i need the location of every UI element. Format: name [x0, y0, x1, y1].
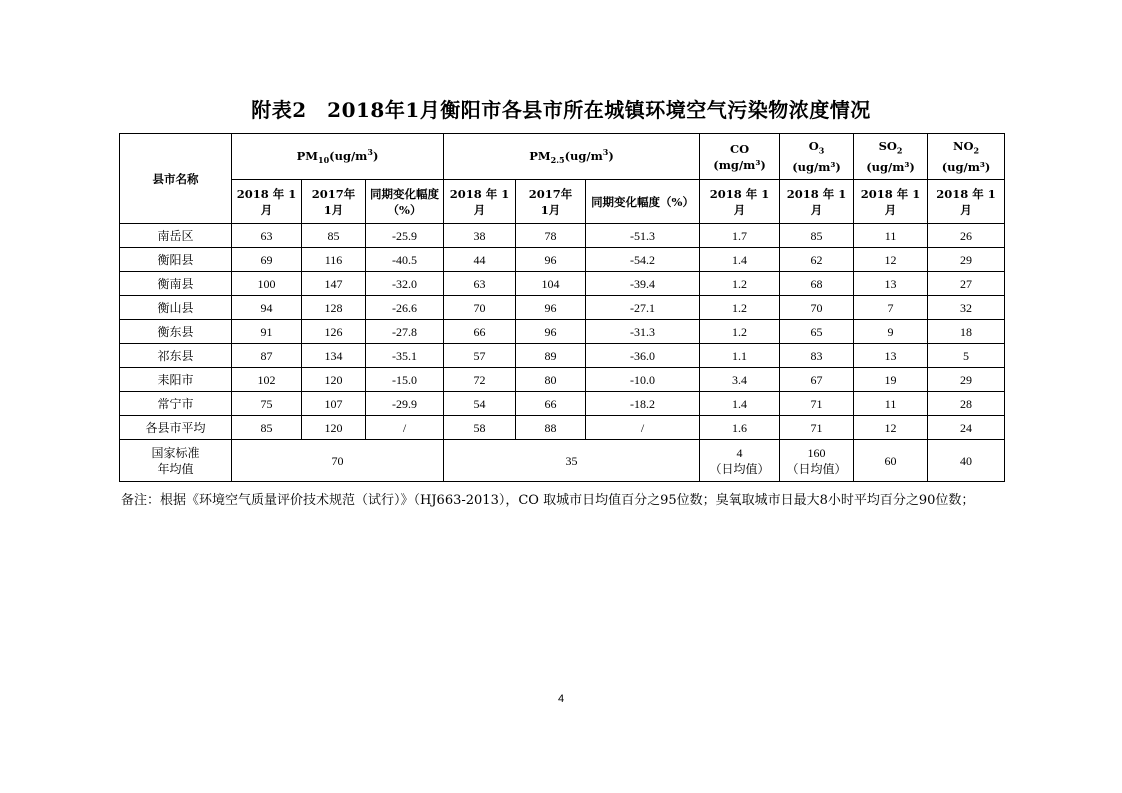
value-cell: 3.4: [700, 368, 780, 392]
header-pm25-2018: 2018 年 1 月: [444, 180, 516, 224]
pollution-table: [119, 133, 1005, 482]
table-body: [120, 224, 1005, 482]
value-cell: 12: [854, 248, 928, 272]
value-cell: -27.8: [366, 320, 444, 344]
header-o3-2018: 2018 年 1 月: [780, 180, 854, 224]
header-pm25-2017: 2017年 1月: [516, 180, 586, 224]
value-cell: 134: [302, 344, 366, 368]
value-cell: -36.0: [586, 344, 700, 368]
value-cell: 11: [854, 392, 928, 416]
value-cell: 27: [928, 272, 1005, 296]
value-cell: 32: [928, 296, 1005, 320]
value-cell: 91: [232, 320, 302, 344]
value-cell: 120: [302, 416, 366, 440]
value-cell: 9: [854, 320, 928, 344]
value-cell: 1.4: [700, 248, 780, 272]
header-pm25-change: 同期变化幅度（%）: [586, 180, 700, 224]
value-cell: -26.6: [366, 296, 444, 320]
value-cell: 104: [516, 272, 586, 296]
value-cell: 13: [854, 272, 928, 296]
header-o3: $O_3$ (ug/m³): [780, 134, 854, 180]
value-cell: 66: [444, 320, 516, 344]
value-cell: 63: [444, 272, 516, 296]
value-cell: -25.9: [366, 224, 444, 248]
table-row: [120, 344, 1005, 368]
value-cell: 54: [444, 392, 516, 416]
value-cell: -29.9: [366, 392, 444, 416]
value-cell: 80: [516, 368, 586, 392]
county-name: 衡东县: [120, 320, 232, 344]
value-cell: 71: [780, 416, 854, 440]
value-cell: 96: [516, 320, 586, 344]
value-cell: 128: [302, 296, 366, 320]
footnote: 备注：根据《环境空气质量评价技术规范（试行）》（HJ663-2013），CO 取城市日均值百分之95位数；臭氧取城市日最大8小时平均百分之90位数；: [121, 493, 975, 508]
header-no2: $NO_2$ (ug/m³): [928, 134, 1005, 180]
value-cell: 89: [516, 344, 586, 368]
value-cell: -15.0: [366, 368, 444, 392]
value-cell: 62: [780, 248, 854, 272]
header-pm25: $PM_{2.5}(ug/m^3)$: [444, 134, 700, 180]
county-name: 各县市平均: [120, 416, 232, 440]
table-row: [120, 224, 1005, 248]
value-cell: 28: [928, 392, 1005, 416]
value-cell: /: [366, 416, 444, 440]
value-cell: 5: [928, 344, 1005, 368]
value-cell: 70: [780, 296, 854, 320]
value-cell: 96: [516, 248, 586, 272]
header-pm10-2017: 2017年 1月: [302, 180, 366, 224]
value-cell: 1.7: [700, 224, 780, 248]
table-row: [120, 416, 1005, 440]
standard-row: [120, 440, 1005, 482]
table-row: [120, 248, 1005, 272]
value-cell: 1.4: [700, 392, 780, 416]
header-pm10-change: 同期变化幅度 （%）: [366, 180, 444, 224]
county-name: 耒阳市: [120, 368, 232, 392]
value-cell: -32.0: [366, 272, 444, 296]
value-cell: 147: [302, 272, 366, 296]
value-cell: 11: [854, 224, 928, 248]
table-row: [120, 368, 1005, 392]
value-cell: 1.2: [700, 296, 780, 320]
value-cell: 29: [928, 248, 1005, 272]
table-row: [120, 296, 1005, 320]
value-cell: 13: [854, 344, 928, 368]
header-co-2018: 2018 年 1 月: [700, 180, 780, 224]
value-cell: 44: [444, 248, 516, 272]
value-cell: 116: [302, 248, 366, 272]
header-county: 县市名称: [120, 134, 232, 224]
standard-o3: 160 （日均值）: [780, 440, 854, 482]
header-no2-2018: 2018 年 1 月: [928, 180, 1005, 224]
value-cell: 85: [302, 224, 366, 248]
table-title: 附表2 2018年1月衡阳市各县市所在城镇环境空气污染物浓度情况: [251, 98, 871, 122]
standard-label: 国家标准 年均值: [120, 440, 232, 482]
value-cell: 19: [854, 368, 928, 392]
value-cell: /: [586, 416, 700, 440]
value-cell: 96: [516, 296, 586, 320]
county-name: 衡南县: [120, 272, 232, 296]
standard-so2: 60: [854, 440, 928, 482]
county-name: 南岳区: [120, 224, 232, 248]
value-cell: -18.2: [586, 392, 700, 416]
value-cell: 24: [928, 416, 1005, 440]
value-cell: -27.1: [586, 296, 700, 320]
value-cell: 87: [232, 344, 302, 368]
value-cell: -39.4: [586, 272, 700, 296]
value-cell: 94: [232, 296, 302, 320]
value-cell: 18: [928, 320, 1005, 344]
county-name: 祁东县: [120, 344, 232, 368]
value-cell: 29: [928, 368, 1005, 392]
header-so2-2018: 2018 年 1 月: [854, 180, 928, 224]
value-cell: 1.2: [700, 320, 780, 344]
value-cell: 26: [928, 224, 1005, 248]
value-cell: -10.0: [586, 368, 700, 392]
value-cell: -51.3: [586, 224, 700, 248]
standard-pm25: 35: [444, 440, 700, 482]
value-cell: 85: [780, 224, 854, 248]
county-name: 衡阳县: [120, 248, 232, 272]
value-cell: 7: [854, 296, 928, 320]
header-pm10: $PM_{10}(ug/m^3)$: [232, 134, 444, 180]
table-row: [120, 320, 1005, 344]
value-cell: 107: [302, 392, 366, 416]
value-cell: -31.3: [586, 320, 700, 344]
value-cell: 63: [232, 224, 302, 248]
value-cell: 12: [854, 416, 928, 440]
standard-pm10: 70: [232, 440, 444, 482]
value-cell: 72: [444, 368, 516, 392]
value-cell: 126: [302, 320, 366, 344]
value-cell: 102: [232, 368, 302, 392]
header-pm10-2018: 2018 年 1 月: [232, 180, 302, 224]
value-cell: 88: [516, 416, 586, 440]
header-co: CO (mg/m³): [700, 134, 780, 180]
value-cell: 65: [780, 320, 854, 344]
standard-co: 4 （日均值）: [700, 440, 780, 482]
value-cell: 100: [232, 272, 302, 296]
value-cell: -54.2: [586, 248, 700, 272]
table-row: [120, 272, 1005, 296]
value-cell: 75: [232, 392, 302, 416]
value-cell: 58: [444, 416, 516, 440]
value-cell: 66: [516, 392, 586, 416]
county-name: 衡山县: [120, 296, 232, 320]
value-cell: 85: [232, 416, 302, 440]
value-cell: 38: [444, 224, 516, 248]
county-name: 常宁市: [120, 392, 232, 416]
value-cell: -35.1: [366, 344, 444, 368]
value-cell: 1.6: [700, 416, 780, 440]
header-so2: $SO_2$ (ug/m³): [854, 134, 928, 180]
value-cell: 78: [516, 224, 586, 248]
value-cell: 83: [780, 344, 854, 368]
value-cell: 1.2: [700, 272, 780, 296]
value-cell: 67: [780, 368, 854, 392]
value-cell: 69: [232, 248, 302, 272]
standard-no2: 40: [928, 440, 1005, 482]
value-cell: 71: [780, 392, 854, 416]
value-cell: 70: [444, 296, 516, 320]
value-cell: 120: [302, 368, 366, 392]
page-number: 4: [557, 693, 565, 705]
value-cell: 57: [444, 344, 516, 368]
value-cell: 1.1: [700, 344, 780, 368]
value-cell: -40.5: [366, 248, 444, 272]
value-cell: 68: [780, 272, 854, 296]
table-row: [120, 392, 1005, 416]
